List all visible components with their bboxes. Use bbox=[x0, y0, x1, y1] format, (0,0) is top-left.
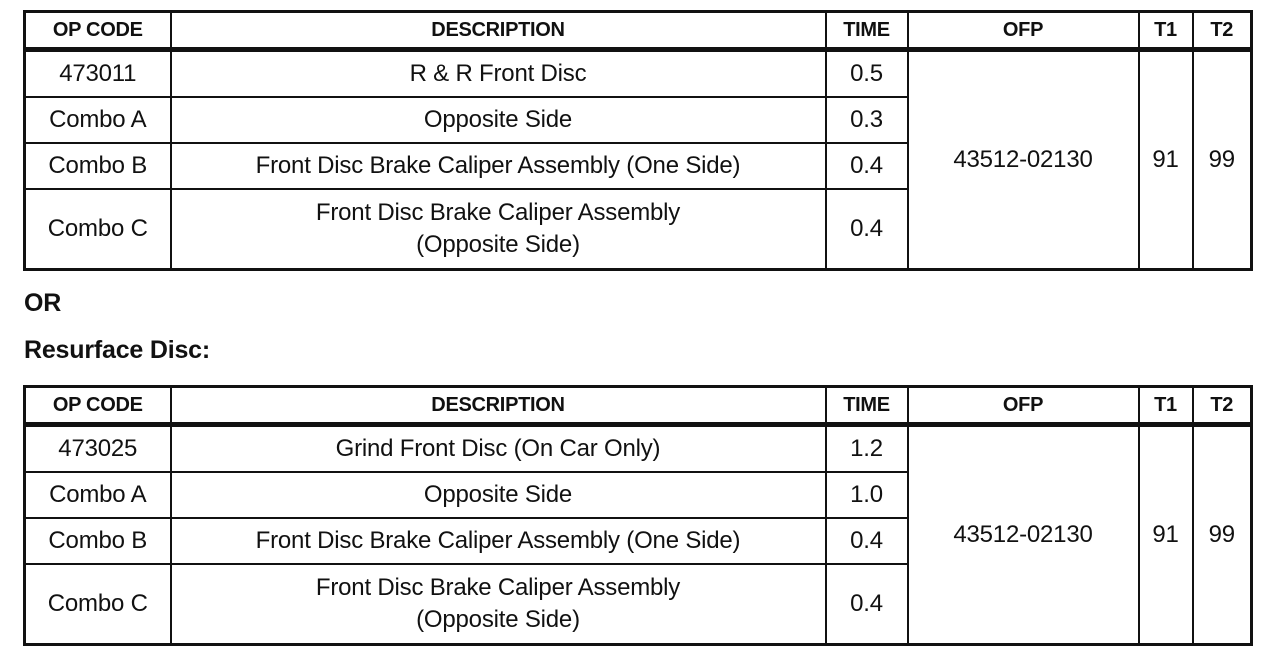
table-row bbox=[25, 425, 1252, 473]
description-text: Front Disc Brake Caliper Assembly (One Side) bbox=[255, 152, 741, 179]
description-cell bbox=[171, 472, 826, 518]
or-heading: OR bbox=[24, 289, 62, 317]
description-cell bbox=[171, 564, 826, 645]
description-text: Grind Front Disc (On Car Only) bbox=[335, 435, 661, 462]
description-text-line-2: (Opposite Side) bbox=[416, 606, 580, 633]
header-time: TIME bbox=[826, 387, 908, 425]
description-cell bbox=[171, 425, 826, 473]
description-cell bbox=[171, 189, 826, 270]
t1-cell: 91 bbox=[1139, 425, 1193, 645]
ofp-cell: 43512-02130 bbox=[908, 50, 1139, 270]
table-header-row bbox=[25, 12, 1252, 50]
time-cell: 0.5 bbox=[826, 50, 908, 98]
op-code-cell: Combo C bbox=[25, 564, 171, 645]
table-row bbox=[25, 50, 1252, 98]
header-ofp: OFP bbox=[908, 12, 1139, 50]
time-cell: 1.2 bbox=[826, 425, 908, 473]
op-code-cell: Combo C bbox=[25, 189, 171, 270]
labor-table-resurface bbox=[23, 385, 1253, 646]
time-cell: 0.3 bbox=[826, 97, 908, 143]
time-cell: 0.4 bbox=[826, 518, 908, 564]
t2-cell: 99 bbox=[1193, 50, 1252, 270]
header-t2: T2 bbox=[1193, 387, 1252, 425]
header-description: DESCRIPTION bbox=[171, 387, 826, 425]
header-time: TIME bbox=[826, 12, 908, 50]
description-text: Opposite Side bbox=[423, 106, 573, 133]
description-text: R & R Front Disc bbox=[409, 60, 587, 87]
op-code-cell: Combo B bbox=[25, 518, 171, 564]
header-op-code: OP CODE bbox=[25, 12, 171, 50]
description-cell bbox=[171, 97, 826, 143]
header-ofp: OFP bbox=[908, 387, 1139, 425]
description-text-line-1: Front Disc Brake Caliper Assembly bbox=[315, 574, 681, 601]
header-t1: T1 bbox=[1139, 12, 1193, 50]
ofp-cell: 43512-02130 bbox=[908, 425, 1139, 645]
description-cell bbox=[171, 143, 826, 189]
labor-table-replace bbox=[23, 10, 1253, 271]
description-text: Front Disc Brake Caliper Assembly (One Side) bbox=[255, 527, 741, 554]
op-code-cell: 473011 bbox=[25, 50, 171, 98]
op-code-cell: 473025 bbox=[25, 425, 171, 473]
header-description: DESCRIPTION bbox=[171, 12, 826, 50]
time-cell: 0.4 bbox=[826, 564, 908, 645]
t1-cell: 91 bbox=[1139, 50, 1193, 270]
header-t1: T1 bbox=[1139, 387, 1193, 425]
table-header-row bbox=[25, 387, 1252, 425]
t2-cell: 99 bbox=[1193, 425, 1252, 645]
description-cell bbox=[171, 518, 826, 564]
resurface-heading: Resurface Disc: bbox=[24, 336, 210, 364]
description-cell bbox=[171, 50, 826, 98]
time-cell: 0.4 bbox=[826, 143, 908, 189]
description-text-line-1: Front Disc Brake Caliper Assembly bbox=[315, 199, 681, 226]
description-text: Opposite Side bbox=[423, 481, 573, 508]
op-code-cell: Combo B bbox=[25, 143, 171, 189]
op-code-cell: Combo A bbox=[25, 472, 171, 518]
header-op-code: OP CODE bbox=[25, 387, 171, 425]
time-cell: 1.0 bbox=[826, 472, 908, 518]
description-text-line-2: (Opposite Side) bbox=[416, 231, 580, 258]
time-cell: 0.4 bbox=[826, 189, 908, 270]
header-t2: T2 bbox=[1193, 12, 1252, 50]
op-code-cell: Combo A bbox=[25, 97, 171, 143]
